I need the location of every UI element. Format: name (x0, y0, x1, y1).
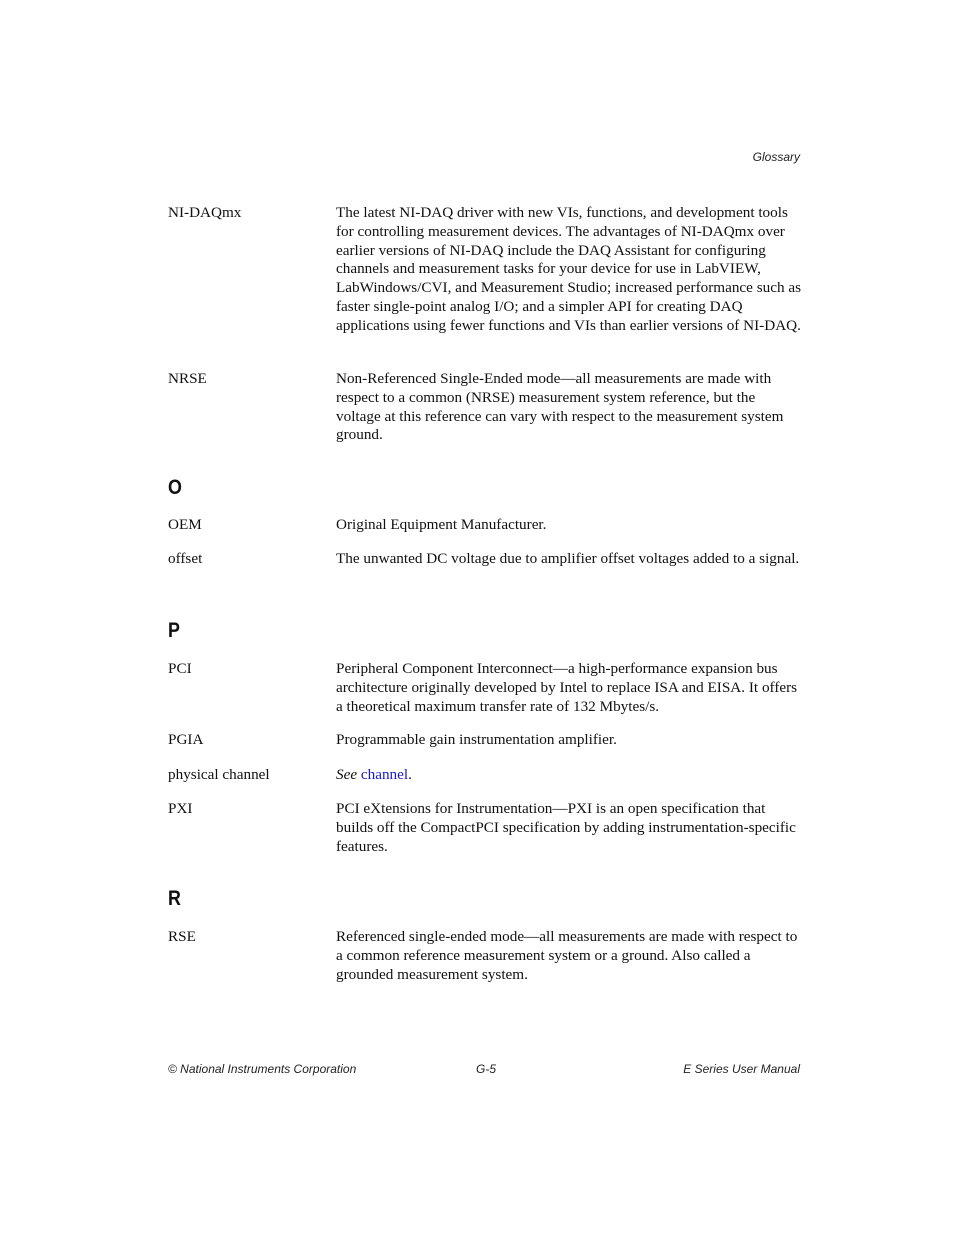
glossary-definition: The unwanted DC voltage due to amplifier offset voltages added to a signal. (336, 550, 800, 567)
glossary-term: OEM (168, 516, 202, 533)
entry-rse (168, 928, 802, 984)
footer-copyright: © National Instruments Corporation (168, 1062, 357, 1076)
glossary-term: NI-DAQmx (168, 204, 242, 221)
glossary-definition: PCI eXtensions for Instrumentation—PXI is an open specification that builds off the CompactPCI specification by adding instrumentation-specific features. (336, 800, 796, 855)
section-heading-r: R (168, 887, 181, 910)
glossary-term: PXI (168, 800, 193, 817)
section-heading-o: O (168, 476, 182, 499)
glossary-term: NRSE (168, 370, 207, 387)
entry-physical-channel (168, 766, 802, 785)
channel-link[interactable]: channel (360, 766, 409, 783)
glossary-term: PCI (168, 660, 192, 677)
entry-pgia (168, 731, 802, 750)
glossary-definition: Programmable gain instrumentation amplifier. (336, 731, 617, 748)
entry-offset (168, 550, 802, 569)
glossary-definition: The latest NI-DAQ driver with new VIs, functions, and development tools for controlling measurement devices. The advantages of NI-DAQmx over earlier versions of NI-DAQ include the DAQ Assistant for configuring channels and measurement tasks for your device for use in LabVIEW, LabWindows/CVI, and Measurement Studio; increased performance such as faster single-point analog I/O; and a simpler API for creating DAQ applications using fewer functions and VIs than earlier versions of NI-DAQ. (336, 204, 801, 334)
definition-period: . (408, 766, 412, 783)
entry-pxi (168, 800, 802, 856)
glossary-term: physical channel (168, 766, 270, 783)
glossary-definition: Original Equipment Manufacturer. (336, 516, 547, 533)
footer-page-number: G-5 (476, 1062, 497, 1076)
glossary-definition (336, 766, 802, 785)
footer-manual-title: E Series User Manual (683, 1062, 800, 1076)
entry-pci (168, 660, 802, 716)
entry-nrse (168, 370, 802, 445)
running-header: Glossary (752, 150, 800, 164)
glossary-term: RSE (168, 928, 196, 945)
glossary-definition: Non-Referenced Single-Ended mode—all measurements are made with respect to a common (NRSE) measurement system reference, but the voltage at this reference can vary with respect to the measurement system ground. (336, 370, 784, 444)
section-heading-p: P (168, 619, 180, 642)
entry-ni-daqmx (168, 204, 802, 336)
see-reference-label: See (336, 766, 358, 783)
glossary-definition: Peripheral Component Interconnect—a high-performance expansion bus architecture originally developed by Intel to replace ISA and EISA. It offers a theoretical maximum transfer rate of 132 Mbytes/s. (336, 660, 798, 715)
glossary-definition: Referenced single-ended mode—all measurements are made with respect to a common reference measurement system or a ground. Also called a grounded measurement system. (336, 928, 798, 983)
glossary-term: PGIA (168, 731, 204, 748)
glossary-term: offset (168, 550, 203, 567)
entry-oem (168, 516, 802, 535)
